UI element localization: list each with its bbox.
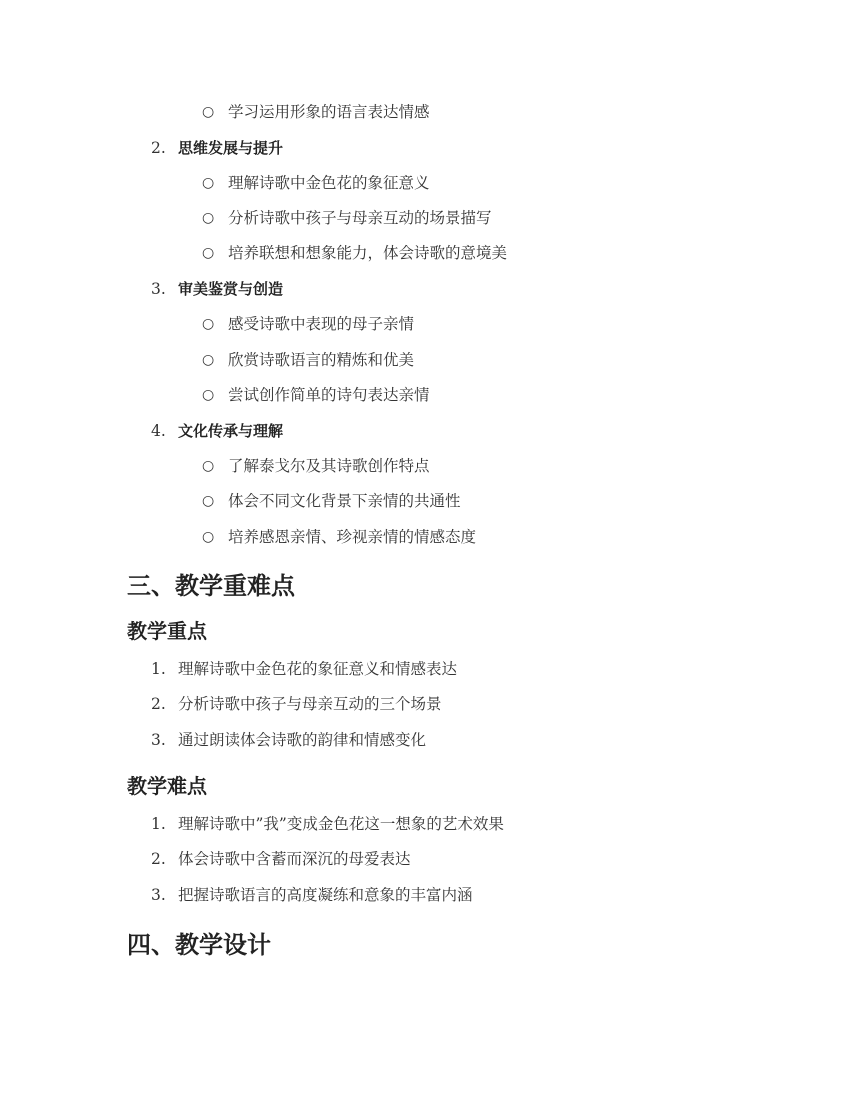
sub-list-item-text: 尝试创作简单的诗句表达亲情	[228, 386, 430, 404]
list-item-title: 文化传承与理解	[178, 422, 284, 440]
list-item-title: 思维发展与提升	[178, 139, 284, 157]
circle-bullet-icon: ○	[202, 387, 215, 403]
section-heading: 四、教学设计	[127, 931, 271, 959]
list-item-text: 理解诗歌中”我”变成金色花这一想象的艺术效果	[178, 815, 504, 833]
subsection-heading-difficult-points: 教学难点	[127, 774, 207, 798]
sub-list-item-text: 欣赏诗歌语言的精炼和优美	[228, 351, 415, 369]
list-number: 1.	[151, 815, 166, 833]
list-number: 2.	[151, 695, 166, 713]
list-item-text: 分析诗歌中孩子与母亲互动的三个场景	[178, 695, 442, 713]
list-number: 2.	[151, 850, 166, 868]
circle-bullet-icon: ○	[202, 316, 215, 332]
list-item-text: 体会诗歌中含蓄而深沉的母爱表达	[178, 850, 411, 868]
list-number: 3.	[151, 886, 166, 904]
sub-list-item-text: 学习运用形象的语言表达情感	[228, 103, 430, 121]
sub-list-item-text: 培养感恩亲情、珍视亲情的情感态度	[228, 528, 477, 546]
circle-bullet-icon: ○	[202, 104, 215, 120]
circle-bullet-icon: ○	[202, 352, 215, 368]
circle-bullet-icon: ○	[202, 458, 215, 474]
sub-list-item-text: 理解诗歌中金色花的象征意义	[228, 174, 430, 192]
list-item-text: 把握诗歌语言的高度凝练和意象的丰富内涵	[178, 886, 473, 904]
list-number: 4.	[151, 422, 166, 440]
sub-list-item-text: 分析诗歌中孩子与母亲互动的场景描写	[228, 209, 492, 227]
sub-list-item-text: 体会不同文化背景下亲情的共通性	[228, 492, 461, 510]
circle-bullet-icon: ○	[202, 210, 215, 226]
section-heading: 三、教学重难点	[127, 572, 295, 600]
sub-list-item-text: 了解泰戈尔及其诗歌创作特点	[228, 457, 430, 475]
list-number: 3.	[151, 280, 166, 298]
list-item-text: 通过朗读体会诗歌的韵律和情感变化	[178, 731, 427, 749]
subsection-heading-key-points: 教学重点	[127, 619, 207, 643]
list-number: 3.	[151, 731, 166, 749]
circle-bullet-icon: ○	[202, 493, 215, 509]
sub-list-item-text: 培养联想和想象能力，体会诗歌的意境美	[228, 244, 508, 262]
sub-list-item-text: 感受诗歌中表现的母子亲情	[228, 315, 415, 333]
list-number: 2.	[151, 139, 166, 157]
list-item-text: 理解诗歌中金色花的象征意义和情感表达	[178, 660, 458, 678]
list-item-title: 审美鉴赏与创造	[178, 280, 284, 298]
circle-bullet-icon: ○	[202, 245, 215, 261]
list-number: 1.	[151, 660, 166, 678]
circle-bullet-icon: ○	[202, 529, 215, 545]
circle-bullet-icon: ○	[202, 175, 215, 191]
